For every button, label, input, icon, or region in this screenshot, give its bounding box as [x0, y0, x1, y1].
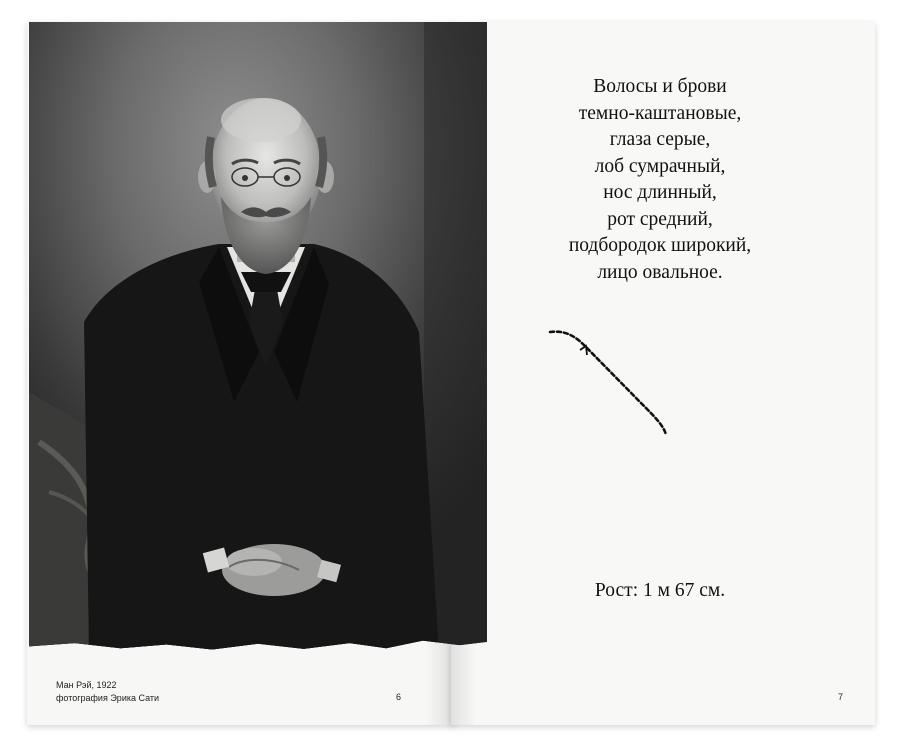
caption-line-1: Ман Рэй, 1922: [56, 680, 117, 690]
page-number-right: 7: [838, 692, 844, 702]
portrait-photo: [29, 22, 487, 652]
description-line: темно-каштановые,: [578, 102, 742, 124]
dashed-arrow-icon: [540, 322, 680, 447]
description-line: подбородок широкий,: [568, 235, 752, 256]
description-line: нос длинный,: [603, 182, 717, 203]
description-line: лицо овальное.: [597, 261, 723, 283]
description-line: лоб сумрачный,: [594, 155, 726, 177]
caption-line-2: фотография Эрика Сати: [56, 693, 160, 703]
description-line: глаза серые,: [609, 129, 711, 150]
page-number-left: 6: [396, 692, 402, 702]
photo-caption: [56, 679, 159, 705]
description-line: рот средний,: [607, 208, 713, 230]
description-line: Волосы и брови: [593, 76, 727, 97]
description-text: [490, 74, 830, 286]
height-text: Рост: 1 м 67 см.: [594, 580, 726, 601]
